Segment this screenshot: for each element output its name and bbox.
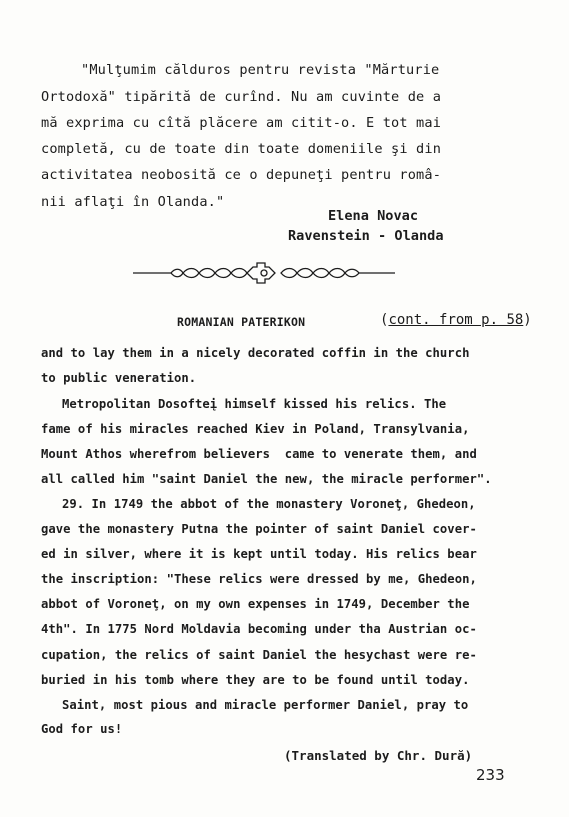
body-line: 4th". In 1775 Nord Moldavia becoming under tha Austrian oc-	[41, 622, 477, 636]
body-line: and to lay them in a nicely decorated coffin in the church	[41, 346, 470, 360]
page-number: 233	[476, 766, 505, 784]
letter-line: mă exprima cu cîtă plăcere am citit-o. E tot mai	[41, 115, 442, 131]
ornamental-divider-icon	[133, 262, 395, 284]
letter-line: Ortodoxă" tipărită de curînd. Nu am cuvinte de a	[41, 89, 442, 105]
body-line: Metropolitan Dosofteį himself kissed his relics. The	[62, 397, 447, 411]
letter-line: "Mulţumim călduros pentru revista "Mărturie	[81, 62, 440, 78]
body-line: cupation, the relics of saint Daniel the hesychast were re-	[41, 648, 477, 662]
continuation-link[interactable]: cont. from p. 58	[388, 312, 524, 328]
body-line: Mount Athos wherefrom believers came to venerate them, and	[41, 447, 477, 461]
translator-credit: (Translated by Chr. Dură)	[284, 748, 473, 763]
signature-place: Ravenstein - Olanda	[288, 228, 444, 244]
body-line: the inscription: "These relics were dressed by me, Ghedeon,	[41, 572, 477, 586]
section-title: ROMANIAN PATERIKON	[177, 315, 306, 329]
body-line: to public veneration.	[41, 371, 197, 385]
body-line: 29. In 1749 the abbot of the monastery Voroneţ, Ghedeon,	[62, 497, 476, 511]
body-line: gave the monastery Putna the pointer of saint Daniel cover-	[41, 522, 477, 536]
letter-line: nii aflaţi în Olanda."	[41, 194, 225, 210]
body-line: ed in silver, where it is kept until today. His relics bear	[41, 547, 477, 561]
signature-name: Elena Novac	[328, 208, 419, 224]
body-line: Saint, most pious and miracle performer Daniel, pray to	[62, 698, 469, 712]
letter-line: completă, cu de toate din toate domeniile şi din	[41, 141, 442, 157]
body-line: fame of his miracles reached Kiev in Poland, Transylvania,	[41, 422, 470, 436]
body-line: buried in his tomb where they are to be found until today.	[41, 673, 470, 687]
body-line: all called him "saint Daniel the new, the miracle performer".	[41, 472, 492, 486]
body-line: God for us!	[41, 722, 123, 736]
continuation-reference: (cont. from p. 58)	[380, 312, 532, 328]
letter-line: activitatea neobosită ce o depuneţi pentru româ-	[41, 167, 442, 183]
body-line: abbot of Voroneţ, on my own expenses in 1749, December the	[41, 597, 470, 611]
